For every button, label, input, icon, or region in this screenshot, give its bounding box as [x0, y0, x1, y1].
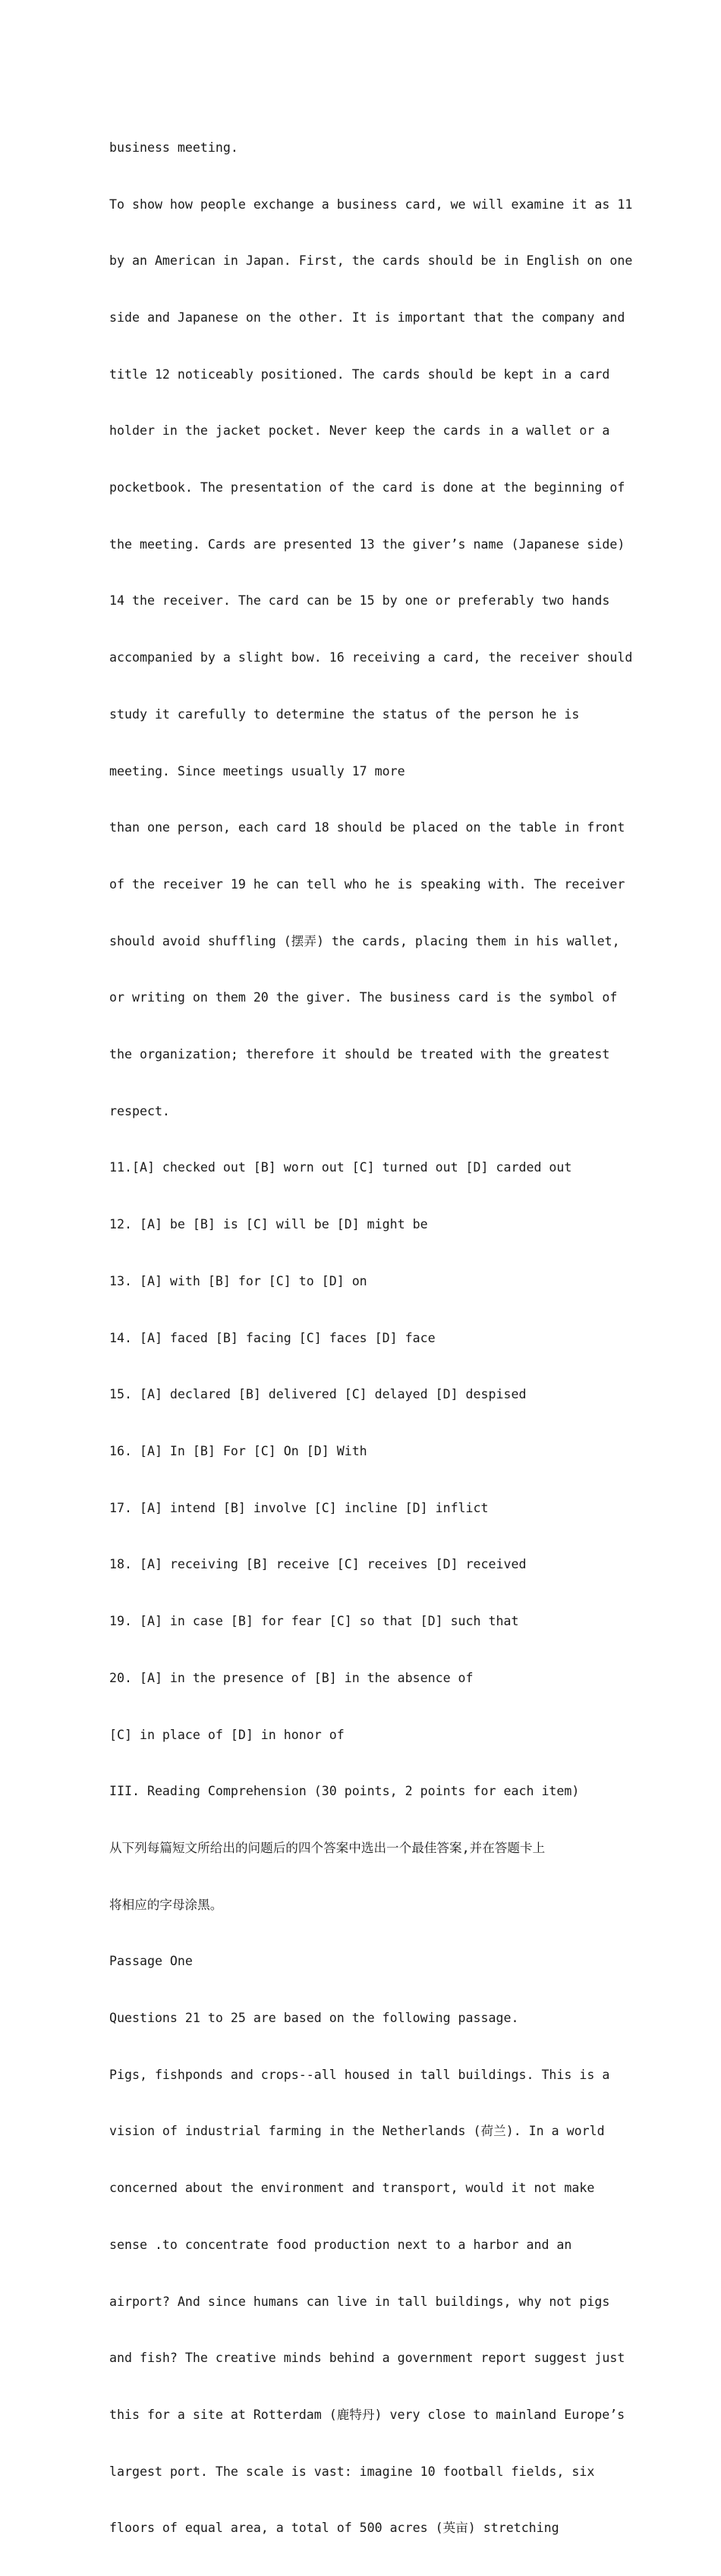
- text-line: business meeting.: [109, 140, 238, 155]
- text-line: should avoid shuffling (摆弄) the cards, placing them in his wallet,: [109, 933, 620, 948]
- text-line: the organization; therefore it should be treated with the greatest: [109, 1047, 610, 1062]
- instruction-text: 将相应的字母涂黑。: [109, 1897, 223, 1912]
- text-line: and fish? The creative minds behind a government report suggest just: [109, 2351, 625, 2366]
- text-line: than one person, each card 18 should be placed on the table in front: [109, 820, 625, 835]
- text-line: or writing on them 20 the giver. The business card is the symbol of: [109, 990, 618, 1005]
- text-line: To show how people exchange a business card, we will examine it as 11: [109, 197, 633, 212]
- text-line: side and Japanese on the other. It is important that the company and: [109, 310, 625, 325]
- text-line: study it carefully to determine the status of the person he is: [109, 706, 580, 722]
- question-12: 12. [A] be [B] is [C] will be [D] might be: [109, 1217, 428, 1232]
- text-line: airport? And since humans can live in tall buildings, why not pigs: [109, 2294, 610, 2309]
- text-line: meeting. Since meetings usually 17 more: [109, 763, 405, 778]
- question-15: 15. [A] declared [B] delivered [C] delayed [D] despised: [109, 1387, 527, 1402]
- text-line: Pigs, fishponds and crops--all housed in tall buildings. This is a: [109, 2067, 610, 2082]
- question-13: 13. [A] with [B] for [C] to [D] on: [109, 1273, 367, 1288]
- text-line: vision of industrial farming in the Netherlands (荷兰). In a world: [109, 2124, 605, 2139]
- document-text: [109, 101, 633, 2576]
- text-line: respect.: [109, 1103, 170, 1118]
- text-line: this for a site at Rotterdam (鹿特丹) very close to mainland Europe’s: [109, 2407, 625, 2422]
- text-line: the meeting. Cards are presented 13 the giver’s name (Japanese side): [109, 536, 625, 552]
- text-line: accompanied by a slight bow. 16 receiving a card, the receiver should: [109, 650, 633, 665]
- passage-title: Passage One: [109, 1954, 193, 1969]
- question-16: 16. [A] In [B] For [C] On [D] With: [109, 1443, 367, 1458]
- instruction-text: 从下列每篇短文所给出的问题后的四个答案中选出一个最佳答案,并在答题卡上: [109, 1840, 546, 1855]
- passage-intro: Questions 21 to 25 are based on the following passage.: [109, 2011, 519, 2026]
- section-heading: III. Reading Comprehension (30 points, 2 points for each item): [109, 1784, 580, 1799]
- question-14: 14. [A] faced [B] facing [C] faces [D] face: [109, 1330, 436, 1345]
- question-20: 20. [A] in the presence of [B] in the absence of: [109, 1670, 474, 1685]
- question-20-continued: [C] in place of [D] in honor of: [109, 1727, 345, 1742]
- text-line: by an American in Japan. First, the cards should be in English on one: [109, 253, 633, 269]
- text-line: of the receiver 19 he can tell who he is speaking with. The receiver: [109, 876, 625, 892]
- text-line: floors of equal area, a total of 500 acres (英亩) stretching: [109, 2521, 559, 2536]
- text-line: 14 the receiver. The card can be 15 by one or preferably two hands: [109, 593, 610, 609]
- text-line: concerned about the environment and transport, would it not make: [109, 2181, 595, 2196]
- question-17: 17. [A] intend [B] involve [C] incline [D] inflict: [109, 1500, 489, 1515]
- text-line: largest port. The scale is vast: imagine 10 football fields, six: [109, 2464, 595, 2479]
- question-11: 11.[A] checked out [B] worn out [C] turned out [D] carded out: [109, 1160, 572, 1175]
- text-line: holder in the jacket pocket. Never keep the cards in a wallet or a: [109, 423, 610, 439]
- text-line: pocketbook. The presentation of the card is done at the beginning of: [109, 480, 625, 495]
- question-19: 19. [A] in case [B] for fear [C] so that [D] such that: [109, 1614, 519, 1629]
- question-18: 18. [A] receiving [B] receive [C] receives [D] received: [109, 1557, 527, 1572]
- text-line: sense .to concentrate food production next to a harbor and an: [109, 2237, 572, 2252]
- text-line: title 12 noticeably positioned. The cards should be kept in a card: [109, 366, 610, 382]
